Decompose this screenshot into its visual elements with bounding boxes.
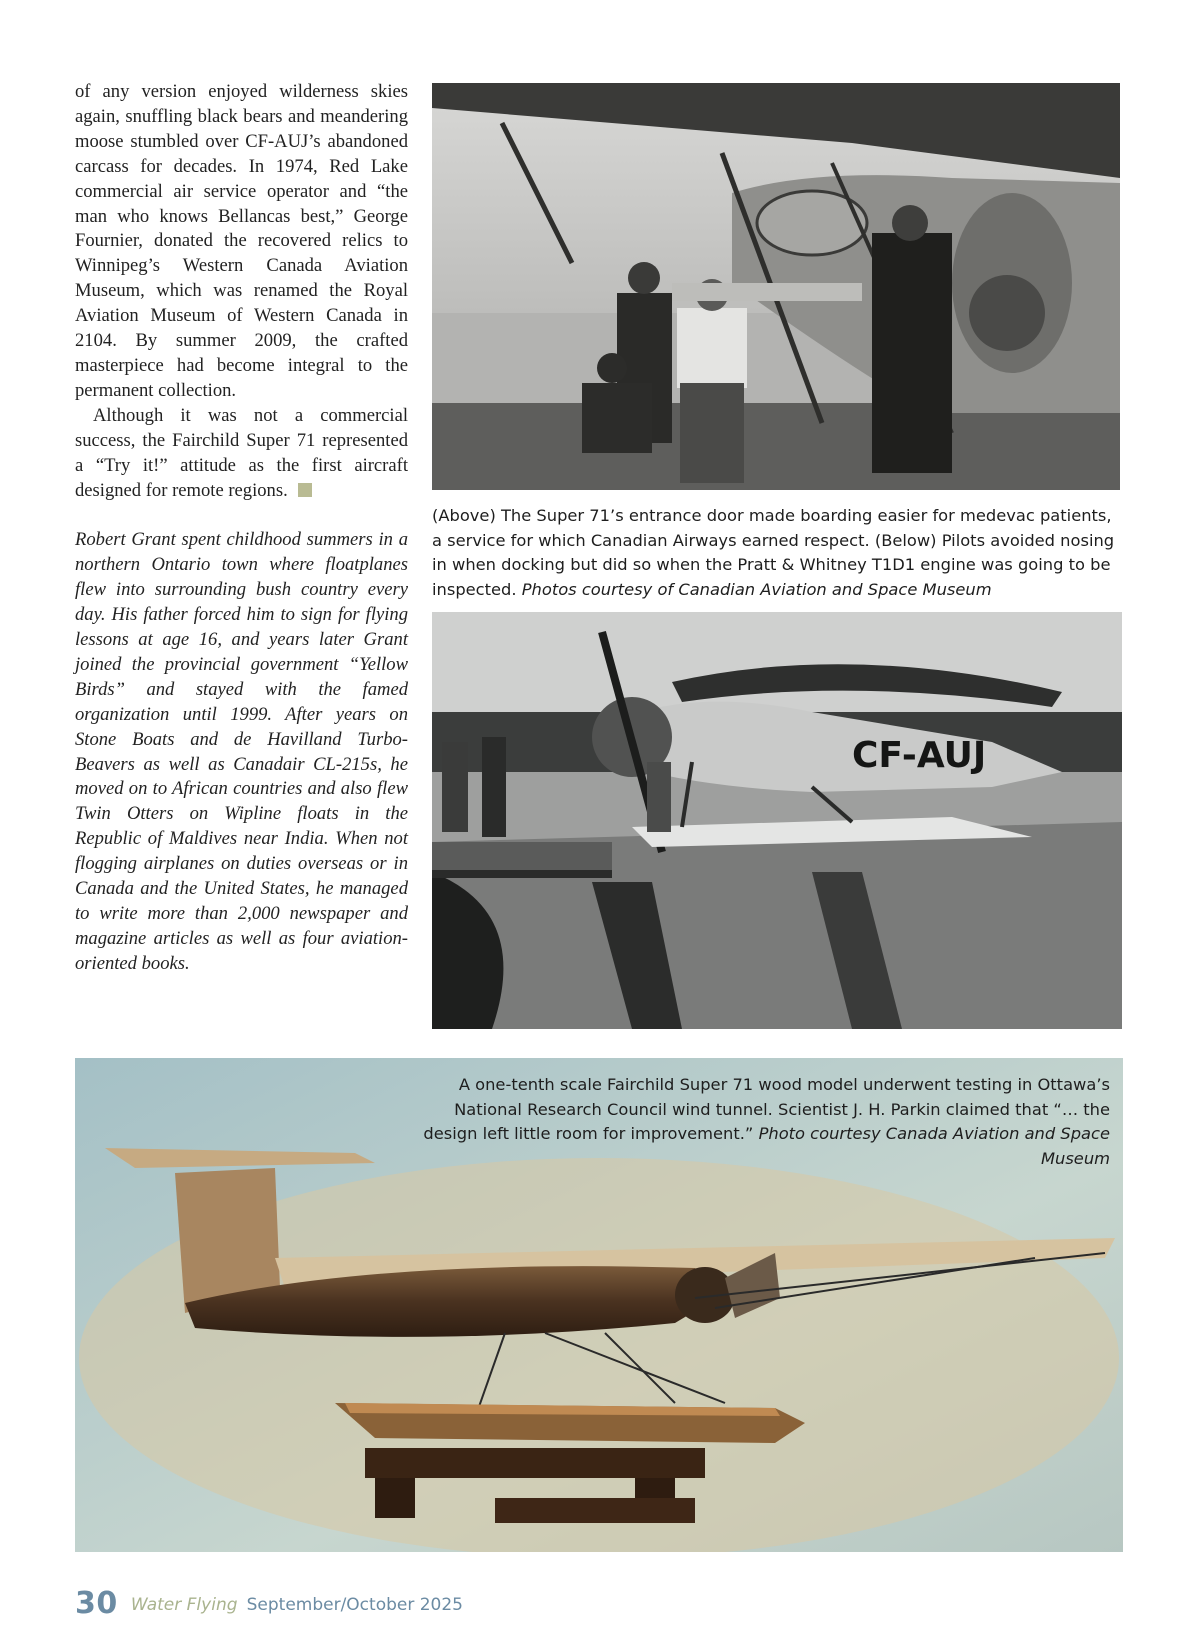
closing-text: Although it was not a commercial success, the Fairchild Super 71 represented a “Try it!” attitude as the first aircraft designed for remote regions.: [75, 404, 408, 501]
issue-date: September/October 2025: [246, 1595, 464, 1615]
photo-medevac-boarding: [432, 83, 1120, 490]
article-column: [75, 80, 408, 977]
caption-text: (Above) The Super 71’s entrance door made boarding easier for medevac patients, a service for which Canadian Airways earned respect. (Below) Pilots avoided nosing in when docking but did so when the Pratt & Whitney T1D1 engine was going to be inspected.: [432, 506, 1115, 599]
photo-credit: Photos courtesy of Canadian Aviation and Space Museum: [521, 579, 992, 599]
end-of-article-mark: [298, 483, 312, 497]
photo-credit: Photo courtesy Canada Aviation and Space Museum: [758, 1124, 1110, 1168]
author-bio: Robert Grant spent childhood summers in a northern Ontario town where floatplanes flew into surrounding bush country every day. His father forced him to sign for flying lessons at age 16, and years later Grant joined the provincial government “Yellow Birds” and stayed with the famed organization until 1999. After years on Stone Boats and de Havilland Turbo-Beavers as well as Canadair CL-215s, he moved on to African countries and also flew Twin Otters on Wipline floats in the Republic of Maldives near India. When not flogging airplanes on duties overseas or in Canada and the United States, he managed to write more than 2,000 newspaper and magazine articles as well as four aviation-oriented books.: [75, 529, 408, 974]
photo-floatplane-dock: [432, 612, 1122, 1029]
page-number: 30: [75, 1586, 118, 1621]
page-footer: [75, 1586, 463, 1621]
caption-model-photo: [405, 1073, 1110, 1171]
article-paragraph-closing: [75, 404, 408, 504]
caption-top-photos: [432, 504, 1122, 602]
article-paragraph: of any version enjoyed wilderness skies again, snuffling black bears and meandering moose stumbled over CF-AUJ’s abandoned carcass for decades. In 1974, Red Lake commercial air service operator and “the man who knows Bellancas best,” George Fournier, donated the recovered relics to Winnipeg’s Western Canada Aviation Museum, which was renamed the Royal Aviation Museum of Western Canada in 2104. By summer 2009, the crafted masterpiece had become integral to the permanent collection.: [75, 81, 408, 401]
caption-text: A one-tenth scale Fairchild Super 71 wood model underwent testing in Ottawa’s National Research Council wind tunnel. Scientist J. H. Parkin claimed that “… the design left little room for improvement.”: [423, 1075, 1110, 1143]
registration-mark: CF-AUJ: [852, 735, 987, 776]
magazine-name: Water Flying: [130, 1595, 238, 1615]
